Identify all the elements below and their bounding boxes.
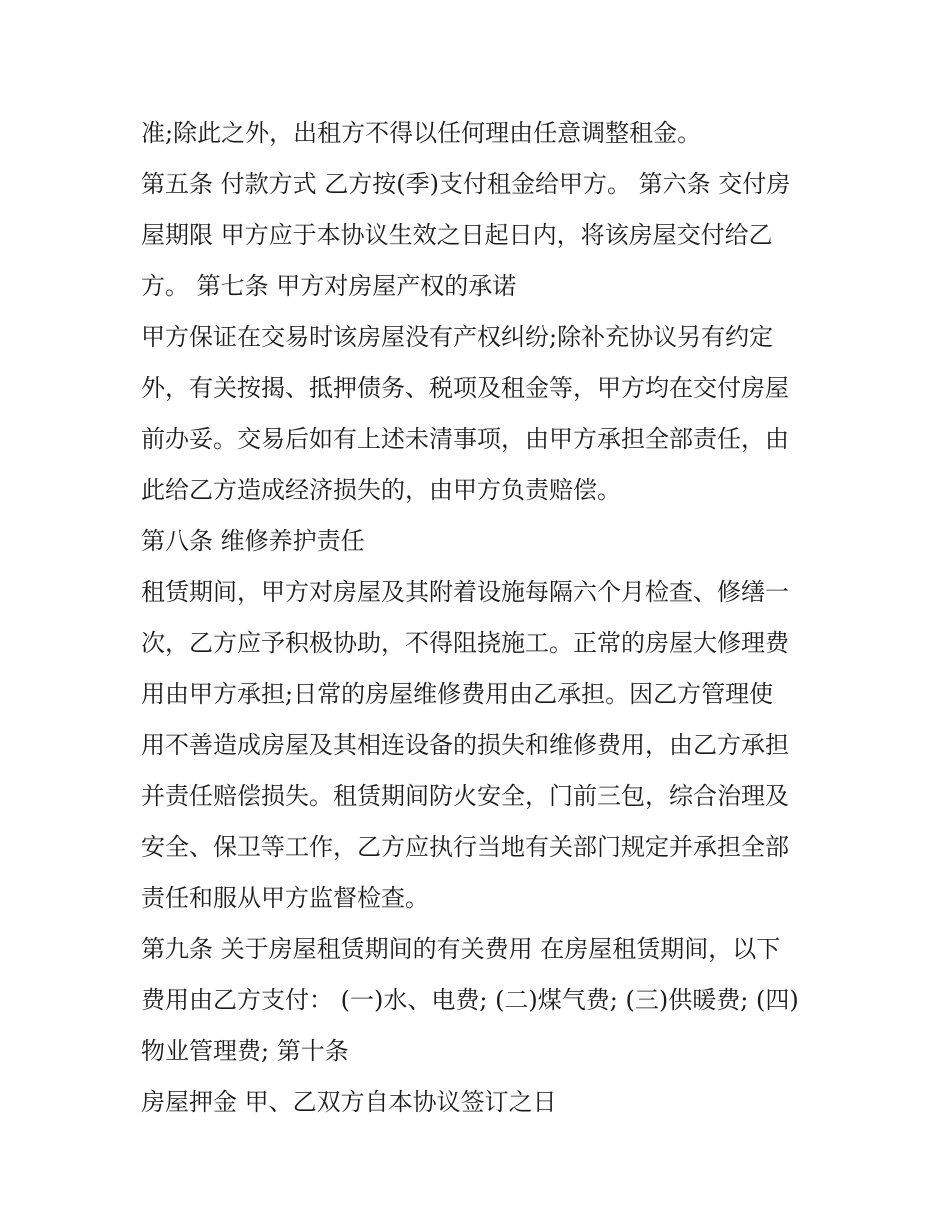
text-line: 前办妥。交易后如有上述未清事项，由甲方承担全部责任，由 (141, 425, 789, 453)
text-line: 物业管理费; 第十条 (141, 1037, 349, 1065)
text-line: 并责任赔偿损失。租赁期间防火安全，门前三包，综合治理及 (141, 782, 789, 810)
section-heading: 第八条 维修养护责任 (141, 527, 365, 555)
text-line: 用不善造成房屋及其相连设备的损失和维修费用，由乙方承担 (141, 731, 789, 759)
text-line: 第五条 付款方式 乙方按(季)支付租金给甲方。 第六条 交付房 (141, 170, 791, 198)
text-line: 第九条 关于房屋租赁期间的有关费用 在房屋租赁期间，以下 (141, 935, 781, 963)
text-line: 外，有关按揭、抵押债务、税项及租金等，甲方均在交付房屋 (141, 374, 789, 402)
text-line: 用由甲方承担;日常的房屋维修费用由乙承担。因乙方管理使 (141, 680, 774, 708)
text-line: 准;除此之外，出租方不得以任何理由任意调整租金。 (141, 119, 702, 147)
text-line: 次，乙方应予积极协助，不得阻挠施工。正常的房屋大修理费 (141, 629, 789, 657)
text-line: 此给乙方造成经济损失的，由甲方负责赔偿。 (141, 476, 621, 504)
text-line: 房屋押金 甲、乙双方自本协议签订之日 (141, 1088, 557, 1116)
text-line: 安全、保卫等工作，乙方应执行当地有关部门规定并承担全部 (141, 833, 789, 861)
text-line: 责任和服从甲方监督检查。 (141, 884, 429, 912)
text-line: 甲方保证在交易时该房屋没有产权纠纷;除补充协议另有约定 (141, 323, 774, 351)
text-line: 租赁期间，甲方对房屋及其附着设施每隔六个月检查、修缮一 (141, 578, 789, 606)
text-line: 屋期限 甲方应于本协议生效之日起日内，将该房屋交付给乙 (141, 221, 773, 249)
document-body (141, 108, 821, 1128)
text-line: 费用由乙方支付： (一)水、电费; (二)煤气费; (三)供暖费; (四) (141, 986, 799, 1014)
text-line: 方。 第七条 甲方对房屋产权的承诺 (141, 272, 517, 300)
